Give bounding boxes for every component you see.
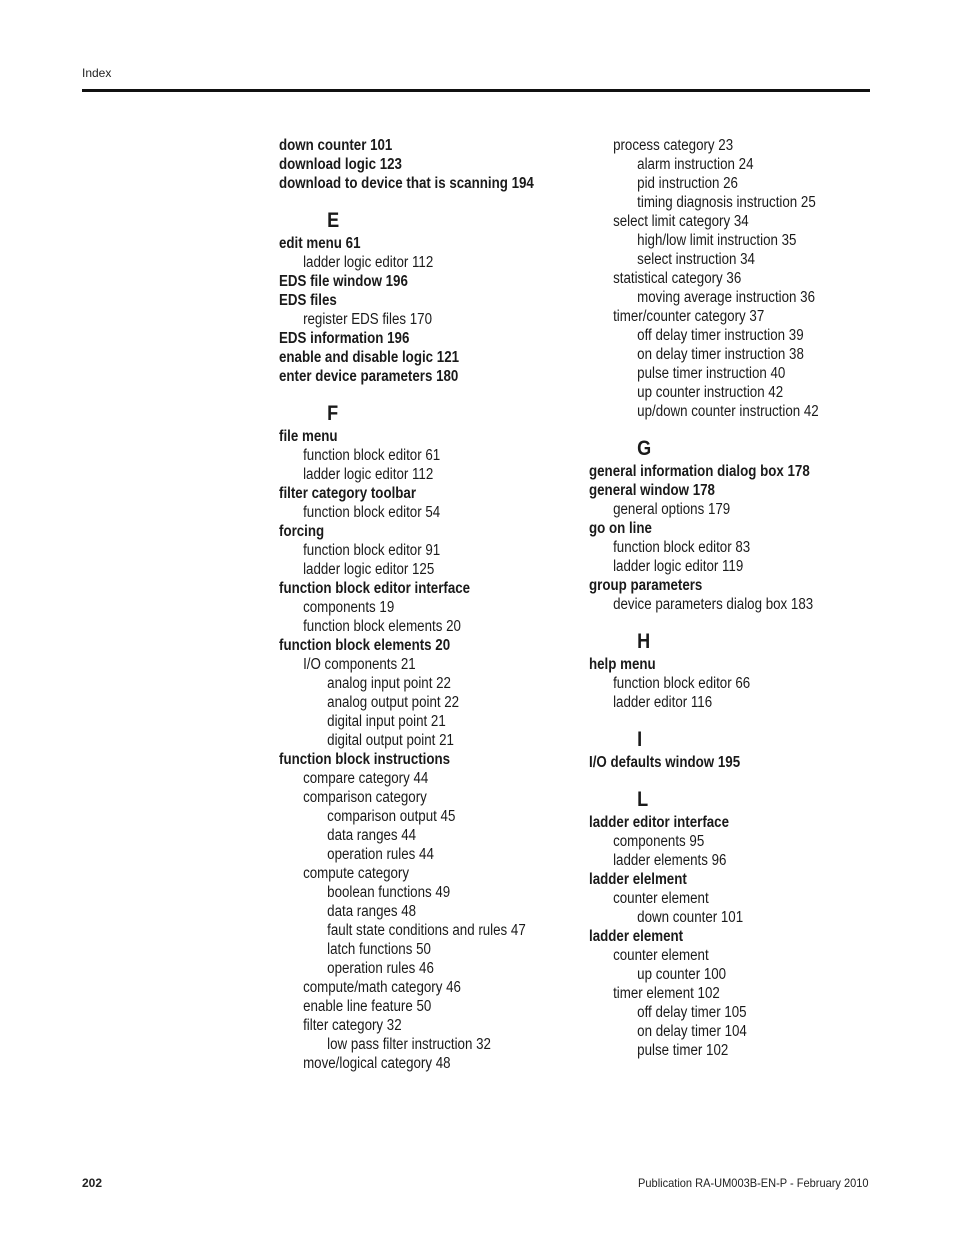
index-entry: help menu — [589, 656, 656, 673]
index-subentry: off delay timer instruction 39 — [637, 327, 804, 344]
index-entry: go on line — [589, 520, 652, 537]
index-column-left — [279, 136, 579, 1073]
index-subentry: ladder logic editor 112 — [303, 254, 434, 271]
index-subentry: analog output point 22 — [327, 694, 460, 711]
index-subentry: function block editor 83 — [613, 539, 751, 556]
index-entry: download to device that is scanning 194 — [279, 175, 534, 192]
index-subentry: timing diagnosis instruction 25 — [637, 194, 816, 211]
index-subentry: ladder elements 96 — [613, 852, 727, 869]
index-subentry: components 95 — [613, 833, 705, 850]
index-subentry: pulse timer 102 — [637, 1042, 729, 1059]
index-subentry: operation rules 46 — [327, 960, 434, 977]
index-entry: I/O defaults window 195 — [589, 754, 741, 771]
index-subentry: function block editor 61 — [303, 447, 441, 464]
header-rule — [82, 89, 870, 92]
index-subentry: alarm instruction 24 — [637, 156, 754, 173]
index-subentry: compute category — [303, 865, 410, 882]
index-subentry: timer/counter category 37 — [613, 308, 765, 325]
index-letter-heading: E — [327, 209, 340, 232]
index-entry: ladder element — [589, 928, 684, 945]
index-subentry: on delay timer 104 — [637, 1023, 747, 1040]
index-subentry: up counter instruction 42 — [637, 384, 784, 401]
index-subentry: select limit category 34 — [613, 213, 749, 230]
index-subentry: data ranges 48 — [327, 903, 417, 920]
index-subentry: function block editor 91 — [303, 542, 441, 559]
index-subentry: digital output point 21 — [327, 732, 454, 749]
index-subentry: pulse timer instruction 40 — [637, 365, 786, 382]
index-entry: EDS information 196 — [279, 330, 410, 347]
index-entry: forcing — [279, 523, 325, 540]
publication-info: Publication RA-UM003B-EN-P - February 2010 — [638, 1176, 869, 1190]
index-subentry: compute/math category 46 — [303, 979, 461, 996]
index-subentry: ladder editor 116 — [613, 694, 713, 711]
index-subentry: off delay timer 105 — [637, 1004, 747, 1021]
index-letter-heading: H — [637, 630, 651, 653]
index-subentry: function block elements 20 — [303, 618, 461, 635]
index-entry: down counter 101 — [279, 137, 393, 154]
index-subentry: ladder logic editor 125 — [303, 561, 435, 578]
index-subentry: counter element — [613, 890, 709, 907]
index-subentry: up/down counter instruction 42 — [637, 403, 819, 420]
index-subentry: comparison output 45 — [327, 808, 456, 825]
index-entry: edit menu 61 — [279, 235, 361, 252]
index-entry: ladder editor interface — [589, 814, 730, 831]
index-entry: group parameters — [589, 577, 703, 594]
index-subentry: down counter 101 — [637, 909, 744, 926]
page-number: 202 — [82, 1176, 103, 1190]
index-entry: EDS file window 196 — [279, 273, 408, 290]
index-subentry: boolean functions 49 — [327, 884, 451, 901]
index-letter-heading: G — [637, 437, 652, 460]
index-subentry: digital input point 21 — [327, 713, 446, 730]
index-subentry: move/logical category 48 — [303, 1055, 451, 1072]
index-subentry: fault state conditions and rules 47 — [327, 922, 526, 939]
index-subentry: device parameters dialog box 183 — [613, 596, 814, 613]
index-subentry: function block editor 54 — [303, 504, 441, 521]
index-subentry: process category 23 — [613, 137, 734, 154]
index-subentry: enable line feature 50 — [303, 998, 432, 1015]
index-letter-heading: I — [637, 728, 643, 751]
index-subentry: timer element 102 — [613, 985, 720, 1002]
index-entry: enable and disable logic 121 — [279, 349, 460, 366]
index-subentry: latch functions 50 — [327, 941, 431, 958]
index-subentry: select instruction 34 — [637, 251, 755, 268]
index-subentry: ladder logic editor 119 — [613, 558, 744, 575]
index-subentry: pid instruction 26 — [637, 175, 738, 192]
index-entry: general window 178 — [589, 482, 715, 499]
index-subentry: up counter 100 — [637, 966, 727, 983]
index-subentry: moving average instruction 36 — [637, 289, 816, 306]
index-entry: function block elements 20 — [279, 637, 451, 654]
index-letter-heading: F — [327, 402, 339, 425]
index-subentry: ladder logic editor 112 — [303, 466, 434, 483]
index-entry: filter category toolbar — [279, 485, 417, 502]
index-entry: ladder elelment — [589, 871, 687, 888]
index-subentry: low pass filter instruction 32 — [327, 1036, 491, 1053]
index-subentry: components 19 — [303, 599, 395, 616]
index-letter-heading: L — [637, 788, 649, 811]
index-entry: download logic 123 — [279, 156, 402, 173]
index-subentry: comparison category — [303, 789, 427, 806]
index-subentry: filter category 32 — [303, 1017, 402, 1034]
index-entry: function block instructions — [279, 751, 451, 768]
index-entry: EDS files — [279, 292, 337, 309]
index-subentry: data ranges 44 — [327, 827, 417, 844]
index-entry: file menu — [279, 428, 338, 445]
index-subentry: compare category 44 — [303, 770, 429, 787]
index-subentry: I/O components 21 — [303, 656, 416, 673]
index-subentry: register EDS files 170 — [303, 311, 432, 328]
index-column-right — [589, 136, 889, 1060]
index-subentry: operation rules 44 — [327, 846, 434, 863]
index-subentry: statistical category 36 — [613, 270, 742, 287]
index-subentry: analog input point 22 — [327, 675, 451, 692]
index-subentry: general options 179 — [613, 501, 731, 518]
running-header: Index — [82, 66, 112, 80]
index-entry: general information dialog box 178 — [589, 463, 810, 480]
index-subentry: counter element — [613, 947, 709, 964]
index-entry: function block editor interface — [279, 580, 471, 597]
index-entry: enter device parameters 180 — [279, 368, 459, 385]
index-subentry: high/low limit instruction 35 — [637, 232, 797, 249]
index-subentry: on delay timer instruction 38 — [637, 346, 804, 363]
index-subentry: function block editor 66 — [613, 675, 751, 692]
